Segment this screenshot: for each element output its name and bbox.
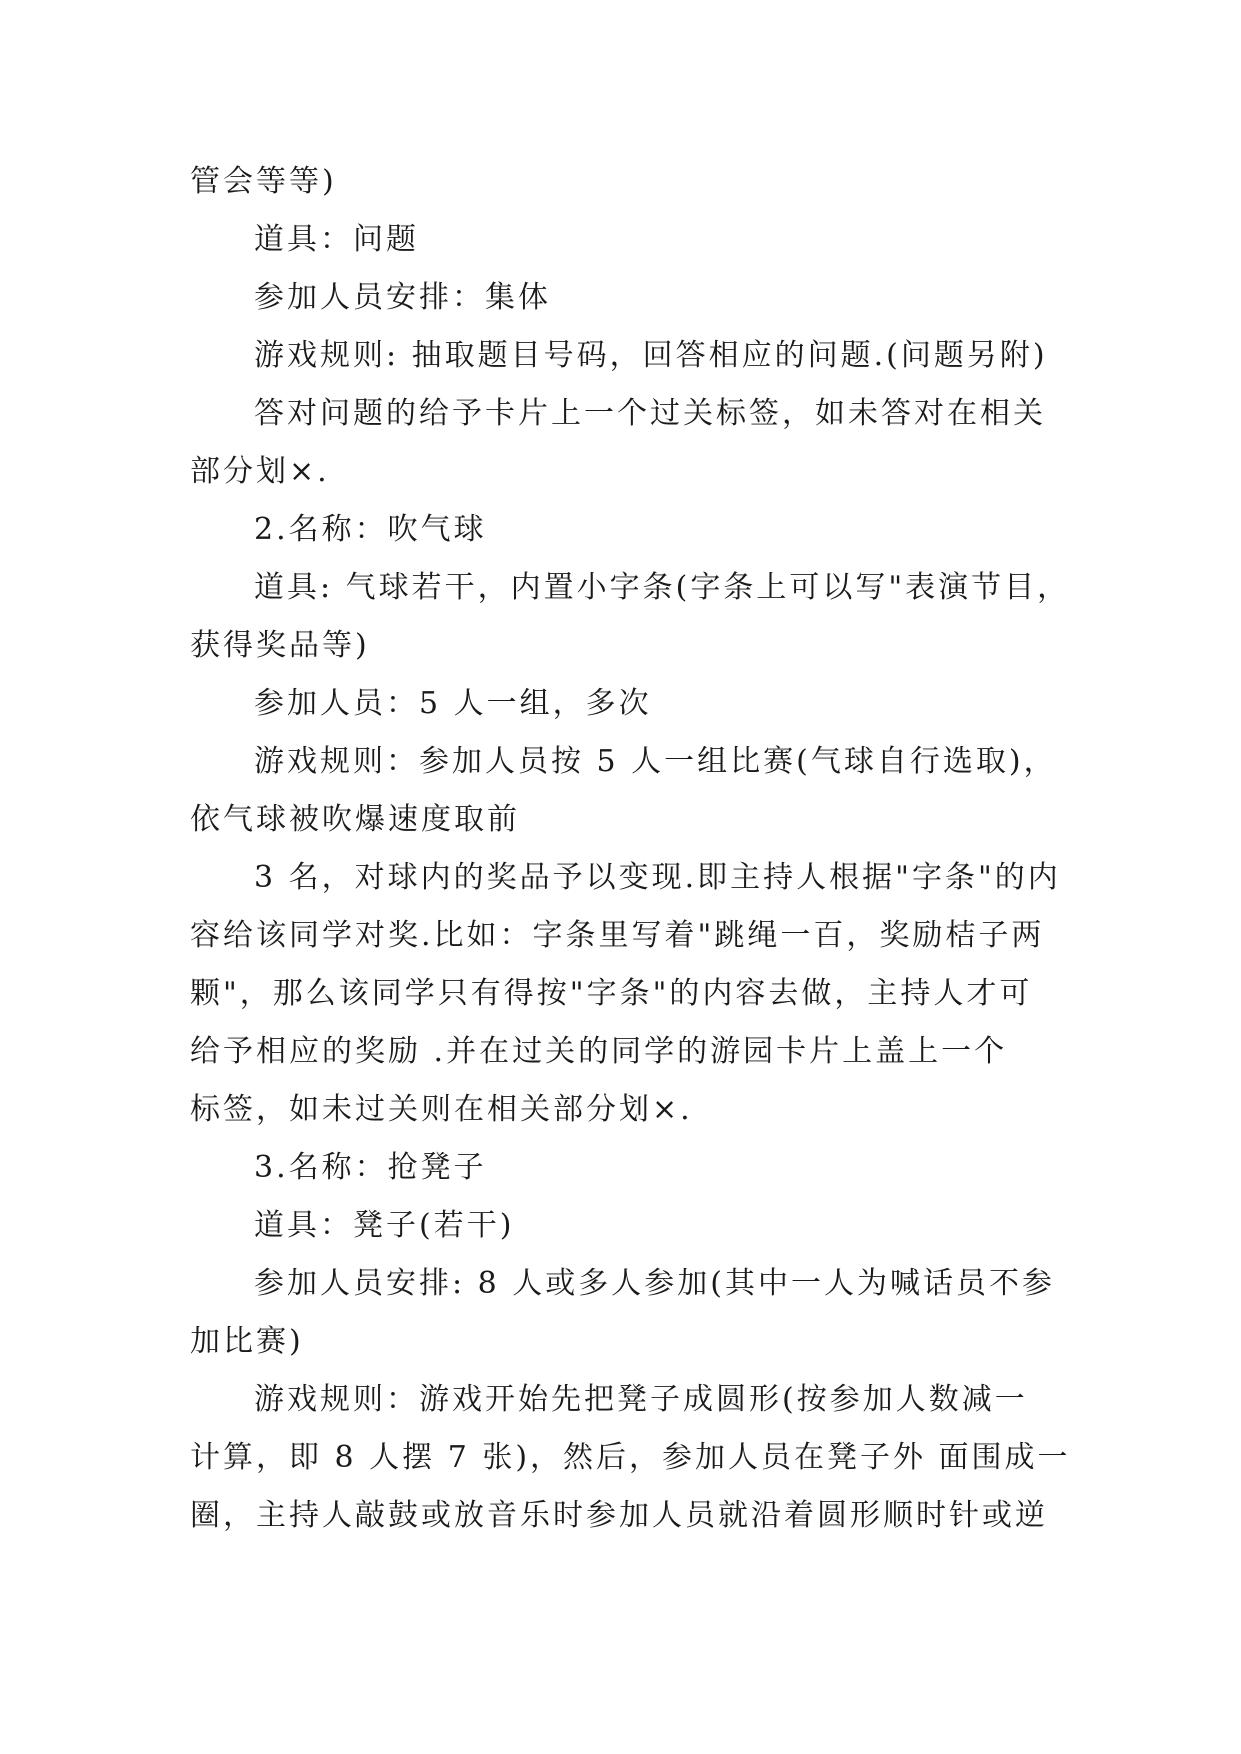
text-line: 答对问题的给予卡片上一个过关标签，如未答对在相关 [254,396,1046,431]
text-line: 游戏规则: 抽取题目号码，回答相应的问题.(问题另附) [254,338,1048,373]
text-line: 获得奖品等) [190,628,370,663]
text-line: 道具：凳子(若干) [254,1208,515,1243]
text-line: 参加人员安排：集体 [254,280,551,315]
text-line: 计算，即 8 人摆 7 张)，然后，参加人员在凳子外 面围成一 [190,1440,1071,1475]
text-line: 圈，主持人敲鼓或放音乐时参加人员就沿着圆形顺时针或逆 [190,1498,1048,1533]
text-line: 依气球被吹爆速度取前 [190,802,520,837]
text-line: 给予相应的奖励 .并在过关的同学的游园卡片上盖上一个 [190,1034,1008,1069]
text-line: 3.名称：抢凳子 [254,1150,487,1185]
text-line: 道具: 气球若干，内置小字条(字条上可以写"表演节目， [254,570,1071,605]
text-line: 道具：问题 [254,222,419,257]
text-line: 颗"，那么该同学只有得按"字条"的内容去做，主持人才可 [190,976,1033,1011]
text-line: 标签，如未过关则在相关部分划×. [190,1092,693,1127]
text-line: 容给该同学对奖.比如：字条里写着"跳绳一百，奖励桔子两 [190,918,1045,953]
text-line: 管会等等) [190,164,337,199]
text-line: 参加人员：5 人一组，多次 [254,686,652,721]
text-line: 加比赛) [190,1324,304,1359]
text-line: 2.名称：吹气球 [254,512,487,547]
text-line: 参加人员安排: 8 人或多人参加(其中一人为喊话员不参 [254,1266,1055,1301]
text-line: 部分划×. [190,454,330,489]
text-line: 游戏规则：游戏开始先把凳子成圆形(按参加人数减一 [254,1382,1028,1417]
text-line: 游戏规则：参加人员按 5 人一组比赛(气球自行选取)， [254,744,1057,779]
text-line: 3 名，对球内的奖品予以变现.即主持人根据"字条"的内 [254,860,1061,895]
